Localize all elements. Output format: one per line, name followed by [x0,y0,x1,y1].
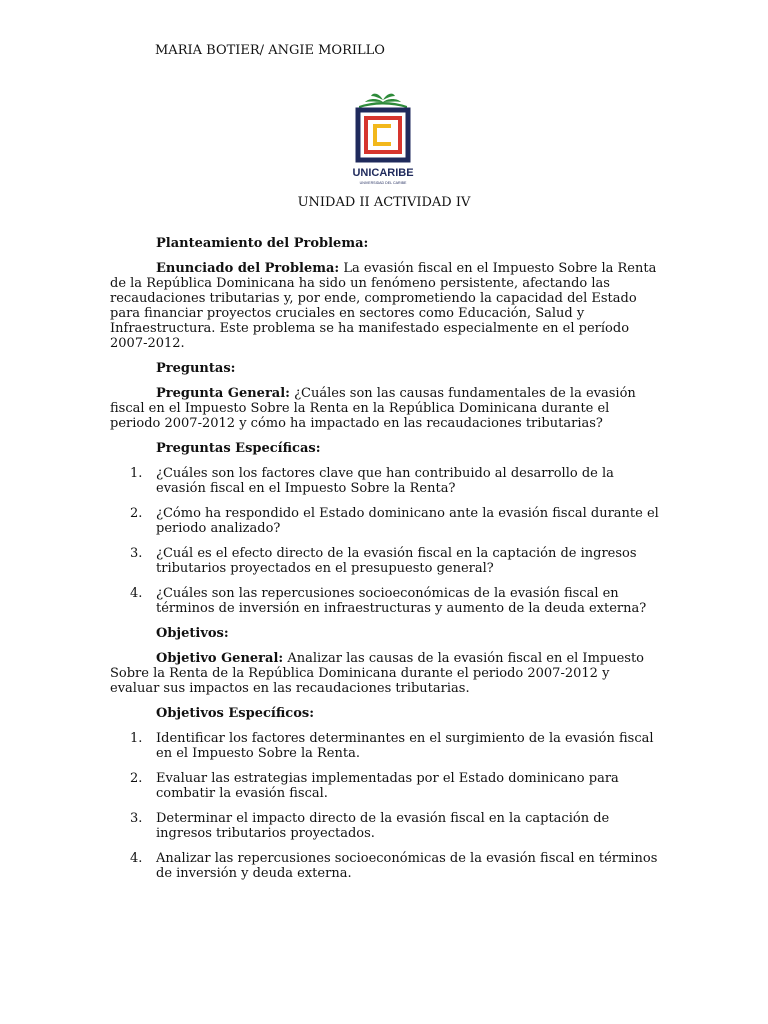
pregunta-general-label: Pregunta General: [156,386,290,401]
list-item-number: 4. [130,851,143,866]
list-item-text: Evaluar las estrategias implementadas por el Estado dominicano para combatir la evasión fiscal. [156,771,619,801]
objetivo-general-text: Analizar las causas de la evasión fiscal en el Impuesto Sobre la Renta de la República Dominicana durante el periodo 2007-2012 y evaluar sus impactos en las recaudaciones tributarias. [110,651,645,696]
list-item [110,586,660,616]
list-item [110,771,660,801]
preguntas-especificas-list [110,466,660,616]
objetivo-general-paragraph [110,651,660,696]
list-item-text: Determinar el impacto directo de la evasión fiscal en la captación de ingresos tributarios proyectados. [156,811,610,841]
list-item [110,811,660,841]
list-item-text: Analizar las repercusiones socioeconómicas de la evasión fiscal en términos de inversión y deuda externa. [156,851,658,881]
pregunta-general-paragraph [110,386,660,431]
list-item-number: 2. [130,506,143,521]
enunciado-label: Enunciado del Problema: [156,261,340,276]
objetivo-general-label: Objetivo General: [156,651,284,666]
unit-title: UNIDAD II ACTIVIDAD IV [297,195,471,210]
list-item-number: 3. [130,811,143,826]
list-item-number: 2. [130,771,143,786]
list-item-number: 4. [130,586,143,601]
logo-graphic [345,90,421,190]
objetivos-especificos-list [110,731,660,881]
unicaribe-logo [345,90,421,190]
list-item [110,731,660,761]
list-item-number: 1. [130,731,143,746]
list-item-number: 3. [130,546,143,561]
list-item [110,546,660,576]
objetivos-heading: Objetivos: [156,626,229,641]
authors-line: MARIA BOTIER/ ANGIE MORILLO [155,43,385,58]
preguntas-especificas-heading: Preguntas Específicas: [156,441,321,456]
logo-subtitle: UNIVERSIDAD DEL CARIBE [359,181,407,185]
preguntas-heading: Preguntas: [156,361,236,376]
logo-wordmark: UNICARIBE [352,167,414,179]
enunciado-paragraph [110,261,660,351]
list-item-number: 1. [130,466,143,481]
list-item-text: ¿Cuál es el efecto directo de la evasión fiscal en la captación de ingresos tributarios proyectados en el presupuesto general? [156,546,637,576]
list-item [110,506,660,536]
list-item-text: ¿Cuáles son los factores clave que han contribuido al desarrollo de la evasión fiscal en el Impuesto Sobre la Renta? [156,466,614,496]
planteamiento-heading: Planteamiento del Problema: [156,236,369,251]
enunciado-text: La evasión fiscal en el Impuesto Sobre la Renta de la República Dominicana ha sido un fenómeno persistente, afectando las recaudaciones tributarias y, por ende, comprometiendo la capacidad del Estado para financiar proyectos cruciales en sectores como Educación, Salud y Infraestructura. Este problema se ha manifestado especialmente en el período 2007-2012. [110,261,657,351]
list-item [110,851,660,881]
pregunta-general-text: ¿Cuáles son las causas fundamentales de la evasión fiscal en el Impuesto Sobre la Renta en la República Dominicana durante el periodo 2007-2012 y cómo ha impactado en las recaudaciones tributarias? [110,386,636,431]
objetivos-especificos-heading: Objetivos Específicos: [156,706,314,721]
list-item-text: ¿Cómo ha respondido el Estado dominicano ante la evasión fiscal durante el periodo analizado? [156,506,659,536]
document-body [110,236,660,891]
list-item-text: ¿Cuáles son las repercusiones socioeconómicas de la evasión fiscal en términos de inversión en infraestructuras y aumento de la deuda externa? [156,586,647,616]
list-item [110,466,660,496]
list-item-text: Identificar los factores determinantes en el surgimiento de la evasión fiscal en el Impuesto Sobre la Renta. [156,731,654,761]
